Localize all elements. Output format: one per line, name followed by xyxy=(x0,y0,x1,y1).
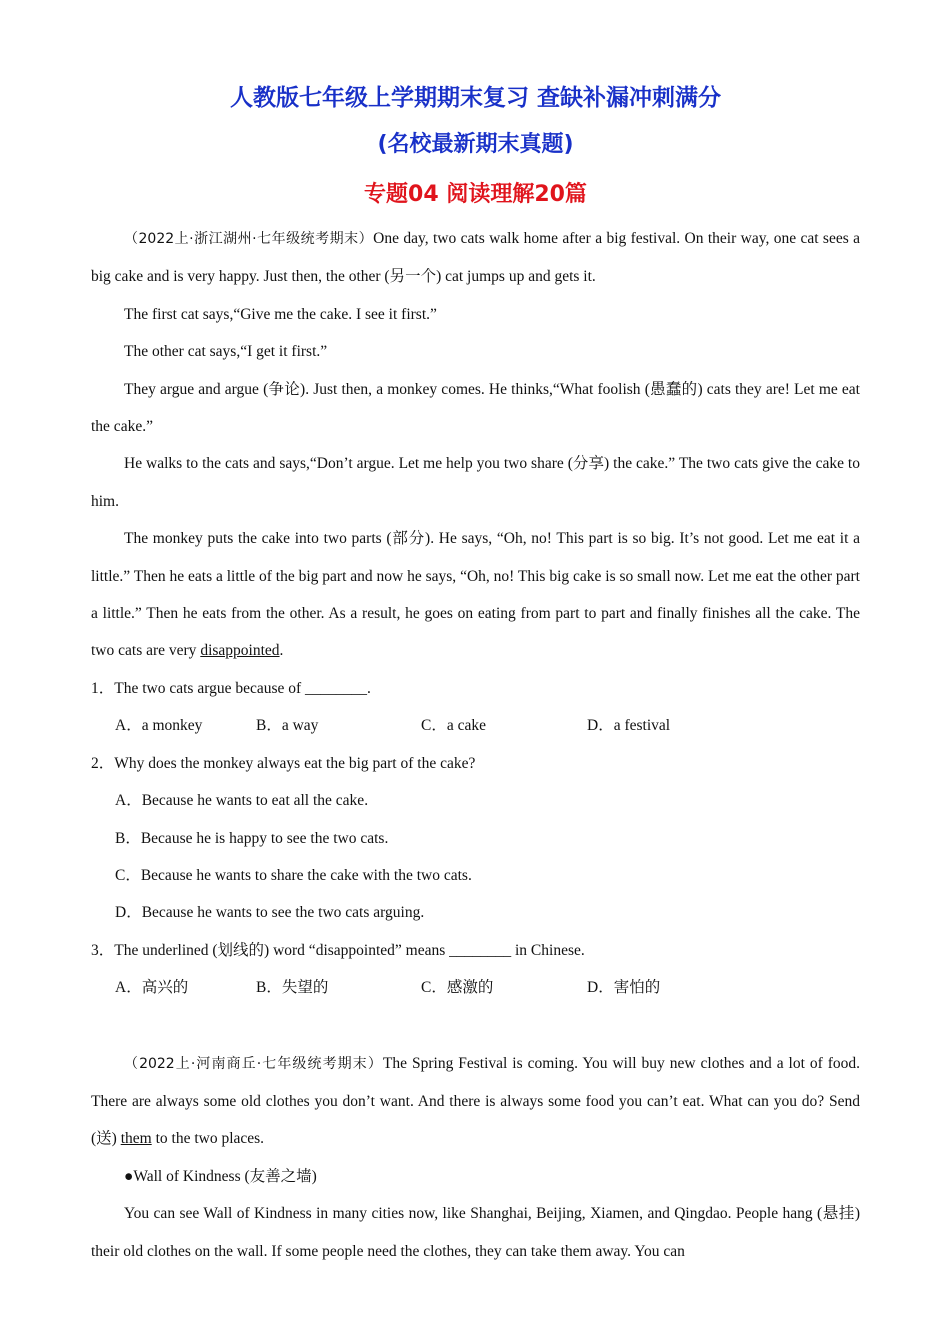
passage1-paragraph-1: （2022上·浙江湖州·七年级统考期末）One day, two cats walk home after a big festival. On their way, one cat sees a big cake and is very happy. Just then, the other (另一个) cat jumps up and gets it. xyxy=(91,230,861,286)
passage1-paragraph-2: The first cat says,“Give me the cake. I see it first.” xyxy=(124,305,437,323)
q2-option-a: A．Because he wants to eat all the cake. xyxy=(115,792,369,810)
passage1-paragraph-4: They argue and argue (争论). Just then, a monkey comes. He thinks,“What foolish (愚蠢的) cats they are! Let me eat the cake.” xyxy=(91,380,860,436)
q2-option-c: C．Because he wants to share the cake with the two cats. xyxy=(115,866,472,884)
question-3-options xyxy=(91,969,860,1006)
underlined-word: them xyxy=(120,1130,152,1148)
passage2-paragraph-2: You can see Wall of Kindness in many cities now, like Shanghai, Beijing, Xiamen, and Qingdao. People hang (悬挂) their old clothes on the wall. If some people need the clothes, they can take them away. You can xyxy=(91,1205,860,1260)
passage1-paragraph-3: The other cat says,“I get it first.” xyxy=(124,343,328,361)
q3-option-b: B．失望的 xyxy=(256,979,329,997)
q1-option-c: C．a cake xyxy=(421,717,486,735)
question-1-options xyxy=(91,707,860,744)
question-1: 1．The two cats argue because of ________. xyxy=(91,679,371,697)
topic-heading: 专题04 阅读理解20篇 xyxy=(364,182,587,207)
passage2-source: （2022上·河南商丘·七年级统考期末） xyxy=(124,1055,383,1072)
q2-option-d: D．Because he wants to see the two cats arguing. xyxy=(115,904,425,922)
question-2: 2．Why does the monkey always eat the big part of the cake? xyxy=(91,754,476,772)
q3-option-d: D．害怕的 xyxy=(587,979,661,997)
q1-option-b: B．a way xyxy=(256,717,319,735)
section-gap xyxy=(91,1007,860,1045)
passage1-source: （2022上·浙江湖州·七年级统考期末） xyxy=(124,231,374,247)
passage1-paragraph-5: He walks to the cats and says,“Don’t argue. Let me help you two share (分享) the cake.” The two cats give the cake to him. xyxy=(91,455,860,510)
document-subtitle: (名校最新期末真题) xyxy=(377,132,574,157)
q3-option-a: A．高兴的 xyxy=(115,979,189,997)
passage2-bullet-heading: ●Wall of Kindness (友善之墙) xyxy=(124,1167,317,1185)
underlined-word: disappointed xyxy=(200,642,280,660)
passage2-paragraph-1: （2022上·河南商丘·七年级统考期末）The Spring Festival is coming. You will buy new clothes and a lot of food. There are always some old clothes you don’t want. And there is always some food you can’t eat. What can you do? Send (送) them to the two places. xyxy=(91,1054,861,1148)
q1-option-a: A．a monkey xyxy=(115,717,203,735)
q1-option-d: D．a festival xyxy=(587,717,671,735)
document-title: 人教版七年级上学期期末复习 查缺补漏冲刺满分 xyxy=(229,85,721,111)
question-3: 3．The underlined (划线的) word “disappointed” means ________ in Chinese. xyxy=(91,941,585,959)
q2-option-b: B．Because he is happy to see the two cats. xyxy=(115,829,389,847)
passage1-paragraph-6: The monkey puts the cake into two parts (部分). He says, “Oh, no! This part is so big. It’s not good. Let me eat it a little.” Then he eats a little of the big part and now he says, “Oh, no! This big cake is so small now. Let me eat the other part a little.” Then he eats from the other. As a result, he goes on eating from part to part and finally finishes all the cake. The two cats are very disappointed. xyxy=(91,530,860,660)
q3-option-c: C．感激的 xyxy=(421,979,494,997)
